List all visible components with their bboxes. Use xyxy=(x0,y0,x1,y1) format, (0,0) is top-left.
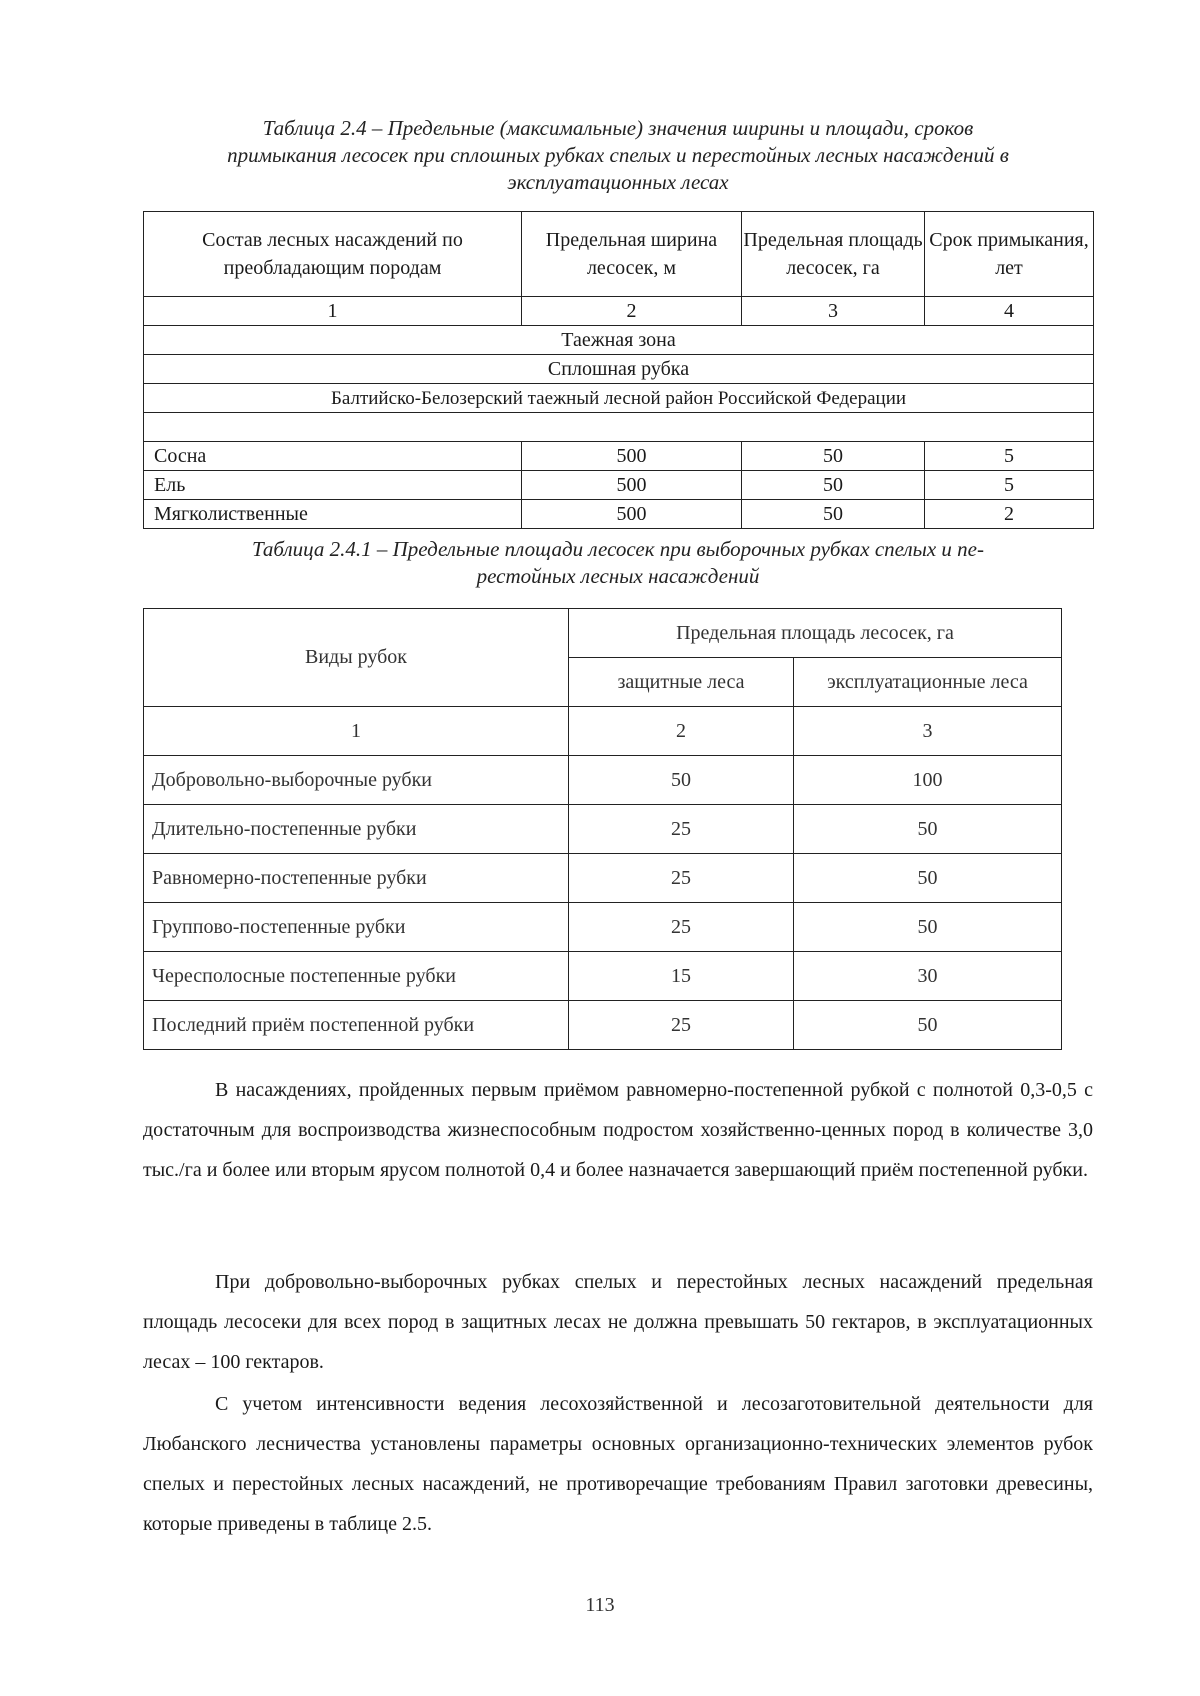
term-cell: 2 xyxy=(925,500,1094,529)
exploitation-cell: 50 xyxy=(794,805,1062,854)
body-paragraph xyxy=(143,1262,1093,1382)
table-header-row xyxy=(144,609,1062,658)
caption-line: Таблица 2.4 – Предельные (максимальные) значения ширины и площади, сроков xyxy=(262,116,974,140)
header-cell-protective: защитные леса xyxy=(569,658,794,707)
header-cell-area: Предельная площадь лесосек, га xyxy=(742,212,925,297)
caption-line: примыкания лесосек при сплошных рубках спелых и перестойных лесных насаждений в xyxy=(227,143,1009,167)
cut-name-cell: Равномерно-постепенные рубки xyxy=(144,854,569,903)
table-row xyxy=(144,854,1062,903)
zone-row xyxy=(144,326,1094,355)
table-row xyxy=(144,471,1094,500)
protective-cell: 15 xyxy=(569,952,794,1001)
exploitation-cell: 50 xyxy=(794,854,1062,903)
cut-name-cell: Длительно-постепенные рубки xyxy=(144,805,569,854)
table-2-4-1-caption xyxy=(143,536,1093,590)
term-cell: 5 xyxy=(925,442,1094,471)
area-cell: 50 xyxy=(742,500,925,529)
cut-name-cell: Последний приём постепенной рубки xyxy=(144,1001,569,1050)
table-row xyxy=(144,500,1094,529)
caption-line: эксплуатационных лесах xyxy=(507,170,729,194)
species-cell: Ель xyxy=(144,471,522,500)
protective-cell: 25 xyxy=(569,805,794,854)
header-cell-species: Состав лесных насаждений по преобладающим породам xyxy=(144,212,522,297)
column-number: 3 xyxy=(742,297,925,326)
column-number: 2 xyxy=(569,707,794,756)
width-cell: 500 xyxy=(522,471,742,500)
protective-cell: 25 xyxy=(569,854,794,903)
table-row xyxy=(144,1001,1062,1050)
cut-name-cell: Чересполосные постепенные рубки xyxy=(144,952,569,1001)
body-paragraph xyxy=(143,1070,1093,1190)
width-cell: 500 xyxy=(522,500,742,529)
cut-type-cell: Сплошная рубка xyxy=(144,355,1094,384)
table-header-row xyxy=(144,212,1094,297)
area-cell: 50 xyxy=(742,471,925,500)
column-number: 2 xyxy=(522,297,742,326)
blank-row xyxy=(144,413,1094,442)
protective-cell: 25 xyxy=(569,903,794,952)
caption-line: Таблица 2.4.1 – Предельные площади лесосек при выборочных рубках спелых и пе- xyxy=(252,537,984,561)
paragraph-text: В насаждениях, пройденных первым приёмом равномерно-постепенной рубкой с полнотой 0,3-0,5 с достаточным для воспроизводства жизнеспособным подростом хозяйственно-ценных пород в количестве 3,0 тыс./га и более или вторым ярусом полнотой 0,4 и более назначается завершающий приём постепенной рубки. xyxy=(143,1079,1093,1181)
protective-cell: 50 xyxy=(569,756,794,805)
species-cell: Мягколиственные xyxy=(144,500,522,529)
header-cell-cut-type: Виды рубок xyxy=(144,609,569,707)
column-number-row xyxy=(144,297,1094,326)
table-row xyxy=(144,442,1094,471)
width-cell: 500 xyxy=(522,442,742,471)
table-2-4-caption xyxy=(143,115,1093,196)
cut-name-cell: Группово-постепенные рубки xyxy=(144,903,569,952)
header-cell-term: Срок примыкания, лет xyxy=(925,212,1094,297)
page-number: 113 xyxy=(585,1594,615,1616)
caption-line: рестойных лесных насаждений xyxy=(476,564,760,588)
exploitation-cell: 50 xyxy=(794,903,1062,952)
area-cell: 50 xyxy=(742,442,925,471)
protective-cell: 25 xyxy=(569,1001,794,1050)
table-row xyxy=(144,903,1062,952)
zone-cell: Таежная зона xyxy=(144,326,1094,355)
exploitation-cell: 50 xyxy=(794,1001,1062,1050)
blank-cell xyxy=(144,413,1094,442)
column-number: 4 xyxy=(925,297,1094,326)
region-cell: Балтийско-Белозерский таежный лесной район Российской Федерации xyxy=(144,384,1094,413)
header-cell-group: Предельная площадь лесосек, га xyxy=(569,609,1062,658)
species-cell: Сосна xyxy=(144,442,522,471)
body-paragraph xyxy=(143,1384,1093,1544)
cut-name-cell: Добровольно-выборочные рубки xyxy=(144,756,569,805)
column-number: 3 xyxy=(794,707,1062,756)
header-cell-width: Предельная ширина лесосек, м xyxy=(522,212,742,297)
table-2-4 xyxy=(143,211,1094,529)
paragraph-text: С учетом интенсивности ведения лесохозяйственной и лесозаготовительной деятельности для Любанского лесничества установлены параметры основных организационно-технических элементов рубок спелых и перестойных лесных насаждений, не противоречащие требованиям Правил заготовки древесины, которые приведены в таблице 2.5. xyxy=(143,1393,1093,1535)
table-row xyxy=(144,756,1062,805)
table-2-4-1 xyxy=(143,608,1062,1050)
region-row xyxy=(144,384,1094,413)
exploitation-cell: 30 xyxy=(794,952,1062,1001)
header-cell-exploitation: эксплуатационные леса xyxy=(794,658,1062,707)
column-number-row xyxy=(144,707,1062,756)
term-cell: 5 xyxy=(925,471,1094,500)
column-number: 1 xyxy=(144,297,522,326)
exploitation-cell: 100 xyxy=(794,756,1062,805)
column-number: 1 xyxy=(144,707,569,756)
paragraph-text: При добровольно-выборочных рубках спелых и перестойных лесных насаждений предельная площадь лесосеки для всех пород в защитных лесах не должна превышать 50 гектаров, в эксплуатационных лесах – 100 гектаров. xyxy=(143,1271,1093,1373)
table-row xyxy=(144,952,1062,1001)
table-row xyxy=(144,805,1062,854)
cut-type-row xyxy=(144,355,1094,384)
